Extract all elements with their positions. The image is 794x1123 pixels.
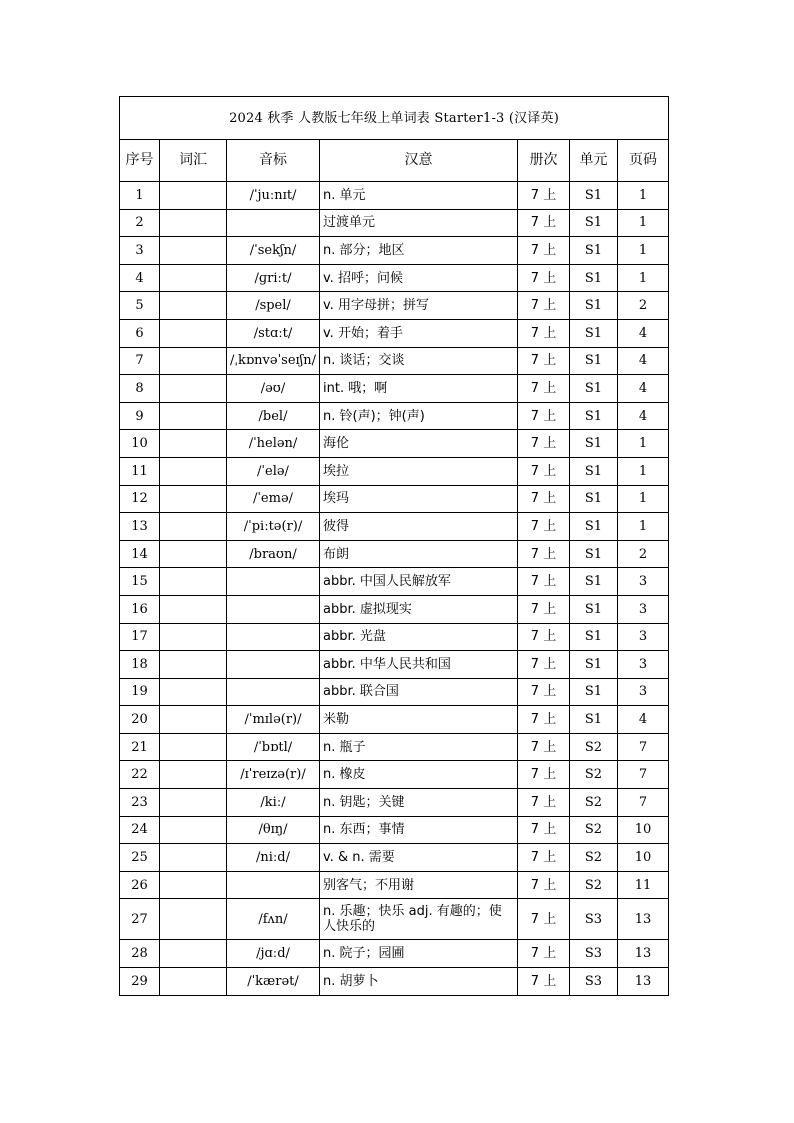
unit-cell: S3	[570, 899, 618, 940]
meaning-cell: abbr. 联合国	[320, 678, 518, 706]
phonetic-cell: /ˈjuːnɪt/	[227, 182, 320, 210]
phonetic-cell: /stɑːt/	[227, 319, 320, 347]
page-cell: 1	[618, 182, 669, 210]
unit-cell: S2	[570, 789, 618, 817]
phonetic-cell	[227, 678, 320, 706]
row-number: 26	[120, 871, 160, 899]
volume-cell: 7 上	[518, 678, 570, 706]
table-row	[120, 678, 669, 706]
page-cell: 1	[618, 237, 669, 265]
volume-cell: 7 上	[518, 237, 570, 265]
unit-cell: S1	[570, 568, 618, 596]
unit-cell: S1	[570, 292, 618, 320]
volume-cell: 7 上	[518, 940, 570, 968]
table-row	[120, 761, 669, 789]
meaning-cell: n. 钥匙；关键	[320, 789, 518, 817]
table-row	[120, 430, 669, 458]
table-row	[120, 844, 669, 872]
row-number: 20	[120, 706, 160, 734]
word-cell	[160, 816, 227, 844]
word-cell	[160, 899, 227, 940]
word-cell	[160, 485, 227, 513]
word-cell	[160, 375, 227, 403]
meaning-cell: n. 东西；事情	[320, 816, 518, 844]
page-cell: 11	[618, 871, 669, 899]
meaning-cell: n. 橡皮	[320, 761, 518, 789]
unit-cell: S1	[570, 595, 618, 623]
word-cell	[160, 968, 227, 996]
row-number: 8	[120, 375, 160, 403]
volume-cell: 7 上	[518, 706, 570, 734]
table-row	[120, 568, 669, 596]
word-cell	[160, 940, 227, 968]
table-row	[120, 706, 669, 734]
word-cell	[160, 430, 227, 458]
row-number: 21	[120, 733, 160, 761]
unit-cell: S1	[570, 623, 618, 651]
meaning-cell: n. 乐趣；快乐 adj. 有趣的；使人快乐的	[320, 899, 518, 940]
meaning-cell: 海伦	[320, 430, 518, 458]
volume-cell: 7 上	[518, 375, 570, 403]
row-number: 22	[120, 761, 160, 789]
unit-cell: S1	[570, 430, 618, 458]
phonetic-cell: /ˈsekʃn/	[227, 237, 320, 265]
unit-cell: S2	[570, 871, 618, 899]
volume-cell: 7 上	[518, 292, 570, 320]
phonetic-cell	[227, 623, 320, 651]
row-number: 18	[120, 651, 160, 679]
page-cell: 10	[618, 816, 669, 844]
meaning-cell: n. 谈话；交谈	[320, 347, 518, 375]
row-number: 24	[120, 816, 160, 844]
meaning-cell: abbr. 中华人民共和国	[320, 651, 518, 679]
table-row	[120, 402, 669, 430]
page-cell: 7	[618, 733, 669, 761]
header-page: 页码	[618, 140, 669, 182]
meaning-cell: n. 部分；地区	[320, 237, 518, 265]
word-cell	[160, 871, 227, 899]
page-cell: 3	[618, 595, 669, 623]
table-row	[120, 513, 669, 541]
unit-cell: S1	[570, 375, 618, 403]
row-number: 10	[120, 430, 160, 458]
page-cell: 1	[618, 485, 669, 513]
table-row	[120, 623, 669, 651]
row-number: 29	[120, 968, 160, 996]
meaning-cell: n. 院子；园圃	[320, 940, 518, 968]
word-cell	[160, 789, 227, 817]
row-number: 3	[120, 237, 160, 265]
phonetic-cell: /ˈpiːtə(r)/	[227, 513, 320, 541]
row-number: 28	[120, 940, 160, 968]
unit-cell: S1	[570, 264, 618, 292]
page-cell: 1	[618, 264, 669, 292]
unit-cell: S1	[570, 485, 618, 513]
unit-cell: S2	[570, 733, 618, 761]
volume-cell: 7 上	[518, 264, 570, 292]
volume-cell: 7 上	[518, 733, 570, 761]
page-cell: 3	[618, 678, 669, 706]
table-row	[120, 733, 669, 761]
table-title: 2024 秋季 人教版七年级上单词表 Starter1-3 (汉译英)	[120, 97, 669, 140]
volume-cell: 7 上	[518, 430, 570, 458]
page-cell: 4	[618, 347, 669, 375]
word-cell	[160, 540, 227, 568]
phonetic-cell	[227, 871, 320, 899]
table-row	[120, 292, 669, 320]
row-number: 14	[120, 540, 160, 568]
unit-cell: S1	[570, 319, 618, 347]
phonetic-cell: /ˈmɪlə(r)/	[227, 706, 320, 734]
word-cell	[160, 182, 227, 210]
meaning-cell: 别客气；不用谢	[320, 871, 518, 899]
word-cell	[160, 292, 227, 320]
meaning-cell: 布朗	[320, 540, 518, 568]
unit-cell: S1	[570, 402, 618, 430]
meaning-cell: 过渡单元	[320, 209, 518, 237]
header-word: 词汇	[160, 140, 227, 182]
unit-cell: S1	[570, 651, 618, 679]
volume-cell: 7 上	[518, 485, 570, 513]
volume-cell: 7 上	[518, 513, 570, 541]
phonetic-cell: /ˈbɒtl/	[227, 733, 320, 761]
table-row	[120, 651, 669, 679]
volume-cell: 7 上	[518, 182, 570, 210]
table-row	[120, 899, 669, 940]
meaning-cell: v. 招呼；问候	[320, 264, 518, 292]
row-number: 7	[120, 347, 160, 375]
word-cell	[160, 209, 227, 237]
table-row	[120, 871, 669, 899]
unit-cell: S3	[570, 940, 618, 968]
volume-cell: 7 上	[518, 568, 570, 596]
volume-cell: 7 上	[518, 209, 570, 237]
table-row	[120, 968, 669, 996]
row-number: 4	[120, 264, 160, 292]
phonetic-cell: /əʊ/	[227, 375, 320, 403]
page-cell: 3	[618, 568, 669, 596]
page-cell: 3	[618, 651, 669, 679]
unit-cell: S2	[570, 761, 618, 789]
volume-cell: 7 上	[518, 457, 570, 485]
word-cell	[160, 568, 227, 596]
page-cell: 4	[618, 319, 669, 347]
meaning-cell: v. 开始；着手	[320, 319, 518, 347]
page-cell: 2	[618, 292, 669, 320]
row-number: 16	[120, 595, 160, 623]
page-cell: 1	[618, 209, 669, 237]
row-number: 2	[120, 209, 160, 237]
header-number: 序号	[120, 140, 160, 182]
phonetic-cell: /fʌn/	[227, 899, 320, 940]
phonetic-cell	[227, 595, 320, 623]
meaning-cell: n. 铃(声)；钟(声)	[320, 402, 518, 430]
phonetic-cell: /ˈelə/	[227, 457, 320, 485]
row-number: 13	[120, 513, 160, 541]
meaning-cell: n. 瓶子	[320, 733, 518, 761]
page-cell: 1	[618, 457, 669, 485]
word-cell	[160, 651, 227, 679]
row-number: 23	[120, 789, 160, 817]
meaning-cell: abbr. 中国人民解放军	[320, 568, 518, 596]
page-cell: 1	[618, 430, 669, 458]
meaning-cell: n. 单元	[320, 182, 518, 210]
row-number: 6	[120, 319, 160, 347]
phonetic-cell: /ɡriːt/	[227, 264, 320, 292]
table-row	[120, 182, 669, 210]
page-cell: 4	[618, 375, 669, 403]
header-meaning: 汉意	[320, 140, 518, 182]
phonetic-cell: /braʊn/	[227, 540, 320, 568]
meaning-cell: 米勒	[320, 706, 518, 734]
volume-cell: 7 上	[518, 319, 570, 347]
volume-cell: 7 上	[518, 871, 570, 899]
meaning-cell: v. & n. 需要	[320, 844, 518, 872]
unit-cell: S1	[570, 540, 618, 568]
word-cell	[160, 733, 227, 761]
word-cell	[160, 678, 227, 706]
phonetic-cell: /ˈemə/	[227, 485, 320, 513]
table-row	[120, 457, 669, 485]
phonetic-cell: /ˈhelən/	[227, 430, 320, 458]
page-cell: 3	[618, 623, 669, 651]
table-body	[120, 182, 669, 996]
phonetic-cell: /bel/	[227, 402, 320, 430]
word-cell	[160, 623, 227, 651]
row-number: 17	[120, 623, 160, 651]
unit-cell: S3	[570, 968, 618, 996]
volume-cell: 7 上	[518, 789, 570, 817]
table-row	[120, 816, 669, 844]
page-cell: 13	[618, 968, 669, 996]
meaning-cell: 埃拉	[320, 457, 518, 485]
volume-cell: 7 上	[518, 761, 570, 789]
table-row	[120, 237, 669, 265]
word-cell	[160, 347, 227, 375]
page-cell: 2	[618, 540, 669, 568]
row-number: 11	[120, 457, 160, 485]
table-row	[120, 347, 669, 375]
unit-cell: S1	[570, 706, 618, 734]
phonetic-cell: /θɪŋ/	[227, 816, 320, 844]
phonetic-cell: /spel/	[227, 292, 320, 320]
volume-cell: 7 上	[518, 968, 570, 996]
meaning-cell: abbr. 虚拟现实	[320, 595, 518, 623]
phonetic-cell: /niːd/	[227, 844, 320, 872]
table-row	[120, 264, 669, 292]
header-phonetic: 音标	[227, 140, 320, 182]
meaning-cell: n. 胡萝卜	[320, 968, 518, 996]
unit-cell: S1	[570, 678, 618, 706]
unit-cell: S1	[570, 457, 618, 485]
unit-cell: S1	[570, 237, 618, 265]
phonetic-cell: /kiː/	[227, 789, 320, 817]
page-cell: 13	[618, 940, 669, 968]
phonetic-cell: /ɪˈreɪzə(r)/	[227, 761, 320, 789]
row-number: 25	[120, 844, 160, 872]
page-cell: 7	[618, 789, 669, 817]
volume-cell: 7 上	[518, 816, 570, 844]
table-row	[120, 595, 669, 623]
unit-cell: S1	[570, 513, 618, 541]
table-row	[120, 485, 669, 513]
word-cell	[160, 761, 227, 789]
page-cell: 4	[618, 402, 669, 430]
header-volume: 册次	[518, 140, 570, 182]
word-cell	[160, 264, 227, 292]
volume-cell: 7 上	[518, 347, 570, 375]
meaning-cell: 埃玛	[320, 485, 518, 513]
page-cell: 10	[618, 844, 669, 872]
header-row	[120, 140, 669, 182]
row-number: 27	[120, 899, 160, 940]
table-row	[120, 209, 669, 237]
word-cell	[160, 237, 227, 265]
phonetic-cell	[227, 651, 320, 679]
unit-cell: S2	[570, 816, 618, 844]
volume-cell: 7 上	[518, 651, 570, 679]
table-row	[120, 375, 669, 403]
meaning-cell: abbr. 光盘	[320, 623, 518, 651]
word-cell	[160, 844, 227, 872]
row-number: 5	[120, 292, 160, 320]
word-cell	[160, 319, 227, 347]
row-number: 1	[120, 182, 160, 210]
volume-cell: 7 上	[518, 402, 570, 430]
volume-cell: 7 上	[518, 623, 570, 651]
unit-cell: S1	[570, 182, 618, 210]
table-row	[120, 319, 669, 347]
vocabulary-table	[119, 96, 669, 996]
phonetic-cell: /jɑːd/	[227, 940, 320, 968]
volume-cell: 7 上	[518, 844, 570, 872]
volume-cell: 7 上	[518, 595, 570, 623]
word-cell	[160, 595, 227, 623]
phonetic-cell	[227, 209, 320, 237]
page-cell: 1	[618, 513, 669, 541]
unit-cell: S2	[570, 844, 618, 872]
row-number: 15	[120, 568, 160, 596]
volume-cell: 7 上	[518, 899, 570, 940]
word-cell	[160, 402, 227, 430]
meaning-cell: 彼得	[320, 513, 518, 541]
row-number: 9	[120, 402, 160, 430]
page-cell: 7	[618, 761, 669, 789]
meaning-cell: int. 哦；啊	[320, 375, 518, 403]
word-cell	[160, 457, 227, 485]
table-row	[120, 789, 669, 817]
word-cell	[160, 706, 227, 734]
phonetic-cell: /ˌkɒnvəˈseɪʃn/	[227, 347, 320, 375]
header-unit: 单元	[570, 140, 618, 182]
page-cell: 4	[618, 706, 669, 734]
row-number: 12	[120, 485, 160, 513]
unit-cell: S1	[570, 347, 618, 375]
phonetic-cell: /ˈkærət/	[227, 968, 320, 996]
unit-cell: S1	[570, 209, 618, 237]
meaning-cell: v. 用字母拼；拼写	[320, 292, 518, 320]
page-cell: 13	[618, 899, 669, 940]
phonetic-cell	[227, 568, 320, 596]
row-number: 19	[120, 678, 160, 706]
volume-cell: 7 上	[518, 540, 570, 568]
word-cell	[160, 513, 227, 541]
table-row	[120, 940, 669, 968]
table-row	[120, 540, 669, 568]
